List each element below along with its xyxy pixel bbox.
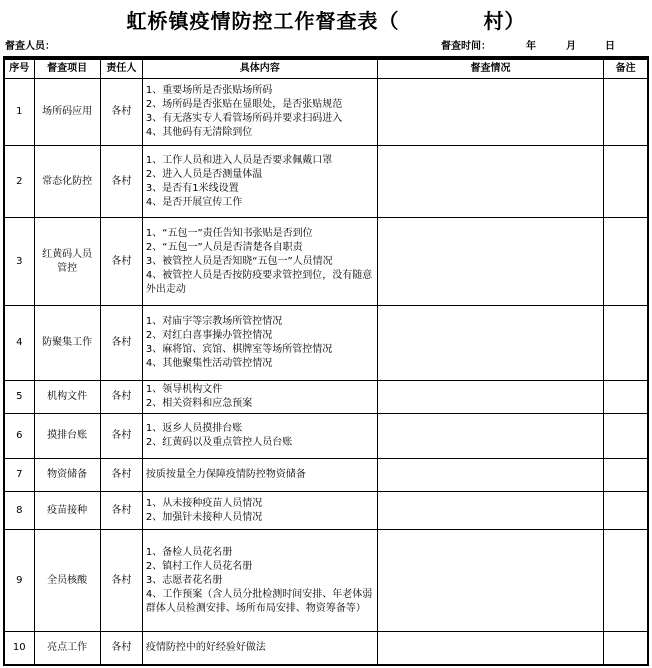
row-number: 1 bbox=[4, 79, 34, 146]
row-item: 亮点工作 bbox=[34, 632, 100, 665]
content-line: 3、有无落实专人看管场所码并要求扫码进入 bbox=[145, 113, 343, 124]
row-remark-field[interactable] bbox=[604, 492, 648, 530]
content-line: 4、被管控人员是否按防疫要求管控到位，没有随意外出走动 bbox=[145, 269, 373, 295]
row-content bbox=[142, 414, 377, 459]
row-item: 机构文件 bbox=[34, 381, 100, 414]
row-content bbox=[142, 218, 377, 306]
inspection-sheet bbox=[3, 2, 649, 666]
row-status-field[interactable] bbox=[377, 79, 604, 146]
row-remark-field[interactable] bbox=[604, 79, 648, 146]
table-row bbox=[4, 146, 648, 218]
row-owner: 各村 bbox=[100, 414, 142, 459]
meta-row bbox=[3, 40, 649, 58]
row-remark-field[interactable] bbox=[604, 459, 648, 492]
row-owner: 各村 bbox=[100, 530, 142, 632]
row-content bbox=[142, 79, 377, 146]
row-remark-field[interactable] bbox=[604, 146, 648, 218]
header-content: 具体内容 bbox=[142, 59, 377, 79]
row-item: 红黄码人员管控 bbox=[34, 218, 100, 306]
row-owner: 各村 bbox=[100, 79, 142, 146]
content-line: 4、其他码有无清除到位 bbox=[145, 127, 253, 138]
header-remark: 备注 bbox=[604, 59, 648, 79]
content-line: 疫情防控中的好经验好做法 bbox=[145, 641, 266, 653]
row-content bbox=[142, 459, 377, 492]
row-number: 2 bbox=[4, 146, 34, 218]
content-line: 1、工作人员和进入人员是否要求佩戴口罩 bbox=[145, 154, 333, 166]
row-remark-field[interactable] bbox=[604, 414, 648, 459]
row-owner: 各村 bbox=[100, 218, 142, 306]
header-item: 督查项目 bbox=[34, 59, 100, 79]
row-status-field[interactable] bbox=[377, 414, 604, 459]
row-item: 摸排台账 bbox=[34, 414, 100, 459]
row-item: 物资储备 bbox=[34, 459, 100, 492]
row-remark-field[interactable] bbox=[604, 632, 648, 665]
table-row bbox=[4, 632, 648, 665]
row-owner: 各村 bbox=[100, 632, 142, 665]
content-line: 3、麻将馆、宾馆、棋牌室等场所管控情况 bbox=[145, 344, 333, 355]
table-row bbox=[4, 492, 648, 530]
table-row bbox=[4, 306, 648, 381]
content-line: 1、重要场所是否张贴场所码 bbox=[145, 85, 273, 96]
row-number: 8 bbox=[4, 492, 34, 530]
table-row bbox=[4, 79, 648, 146]
row-item: 常态化防控 bbox=[34, 146, 100, 218]
row-status-field[interactable] bbox=[377, 632, 604, 665]
content-line: 2、“五包一”人员是否清楚各自职责 bbox=[145, 241, 303, 253]
row-content bbox=[142, 146, 377, 218]
row-number: 7 bbox=[4, 459, 34, 492]
content-line: 3、是否有1米线设置 bbox=[145, 182, 239, 194]
table-row bbox=[4, 218, 648, 306]
content-line: 2、红黄码以及重点管控人员台账 bbox=[145, 437, 293, 448]
row-status-field[interactable] bbox=[377, 459, 604, 492]
table-header-row bbox=[4, 59, 648, 79]
row-item: 疫苗接种 bbox=[34, 492, 100, 530]
row-number: 6 bbox=[4, 414, 34, 459]
inspection-table bbox=[3, 58, 649, 666]
content-line: 2、相关资料和应急预案 bbox=[145, 398, 253, 409]
row-status-field[interactable] bbox=[377, 530, 604, 632]
row-item: 防聚集工作 bbox=[34, 306, 100, 381]
content-line: 4、其他聚集性活动管控情况 bbox=[145, 358, 273, 369]
table-row bbox=[4, 459, 648, 492]
table-row bbox=[4, 414, 648, 459]
row-number: 5 bbox=[4, 381, 34, 414]
row-content bbox=[142, 306, 377, 381]
row-remark-field[interactable] bbox=[604, 218, 648, 306]
content-line: 4、工作预案（含人员分批检测时间安排、年老体弱群体人员检测安排、场所布局安排、物资筹备等） bbox=[145, 588, 373, 614]
content-line: 2、加强针未接种人员情况 bbox=[145, 511, 263, 523]
row-owner: 各村 bbox=[100, 306, 142, 381]
row-owner: 各村 bbox=[100, 381, 142, 414]
time-label: 督查时间： bbox=[441, 41, 491, 52]
inspector-label: 督查人员： bbox=[5, 41, 55, 52]
row-number: 10 bbox=[4, 632, 34, 665]
content-line: 按质按量全力保障疫情防控物资储备 bbox=[145, 469, 306, 480]
content-line: 4、是否开展宣传工作 bbox=[145, 196, 243, 208]
row-content bbox=[142, 530, 377, 632]
row-owner: 各村 bbox=[100, 146, 142, 218]
content-line: 1、对庙宇等宗教场所管控情况 bbox=[145, 316, 283, 327]
content-line: 3、志愿者花名册 bbox=[145, 574, 223, 586]
row-status-field[interactable] bbox=[377, 492, 604, 530]
row-remark-field[interactable] bbox=[604, 381, 648, 414]
row-number: 4 bbox=[4, 306, 34, 381]
row-item: 全员核酸 bbox=[34, 530, 100, 632]
row-status-field[interactable] bbox=[377, 218, 604, 306]
table-row bbox=[4, 381, 648, 414]
header-no: 序号 bbox=[4, 59, 34, 79]
content-line: 1、从未接种疫苗人员情况 bbox=[145, 497, 263, 509]
year-label: 年 bbox=[526, 41, 536, 52]
row-owner: 各村 bbox=[100, 492, 142, 530]
row-status-field[interactable] bbox=[377, 146, 604, 218]
row-status-field[interactable] bbox=[377, 381, 604, 414]
content-line: 1、领导机构文件 bbox=[145, 384, 223, 395]
content-line: 1、“五包一”责任告知书张贴是否到位 bbox=[145, 227, 313, 239]
content-line: 3、被管控人员是否知晓“五包一”人员情况 bbox=[145, 255, 333, 267]
row-item: 场所码应用 bbox=[34, 79, 100, 146]
row-number: 9 bbox=[4, 530, 34, 632]
row-remark-field[interactable] bbox=[604, 306, 648, 381]
row-content bbox=[142, 381, 377, 414]
content-line: 1、返乡人员摸排台账 bbox=[145, 423, 243, 434]
content-line: 1、备检人员花名册 bbox=[145, 546, 233, 558]
header-owner: 责任人 bbox=[100, 59, 142, 79]
month-label: 月 bbox=[566, 41, 576, 52]
header-status: 督查情况 bbox=[377, 59, 604, 79]
row-owner: 各村 bbox=[100, 459, 142, 492]
row-status-field[interactable] bbox=[377, 306, 604, 381]
page-title: 虹桥镇疫情防控工作督查表（ 村） bbox=[126, 9, 526, 33]
content-line: 2、场所码是否张贴在显眼处，是否张贴规范 bbox=[145, 99, 343, 110]
row-remark-field[interactable] bbox=[604, 530, 648, 632]
content-line: 2、对红白喜事操办管控情况 bbox=[145, 330, 273, 341]
row-content bbox=[142, 632, 377, 665]
day-label: 日 bbox=[605, 41, 615, 52]
content-line: 2、进入人员是否测量体温 bbox=[145, 168, 263, 180]
content-line: 2、镇村工作人员花名册 bbox=[145, 560, 253, 572]
table-row bbox=[4, 530, 648, 632]
row-content bbox=[142, 492, 377, 530]
row-number: 3 bbox=[4, 218, 34, 306]
